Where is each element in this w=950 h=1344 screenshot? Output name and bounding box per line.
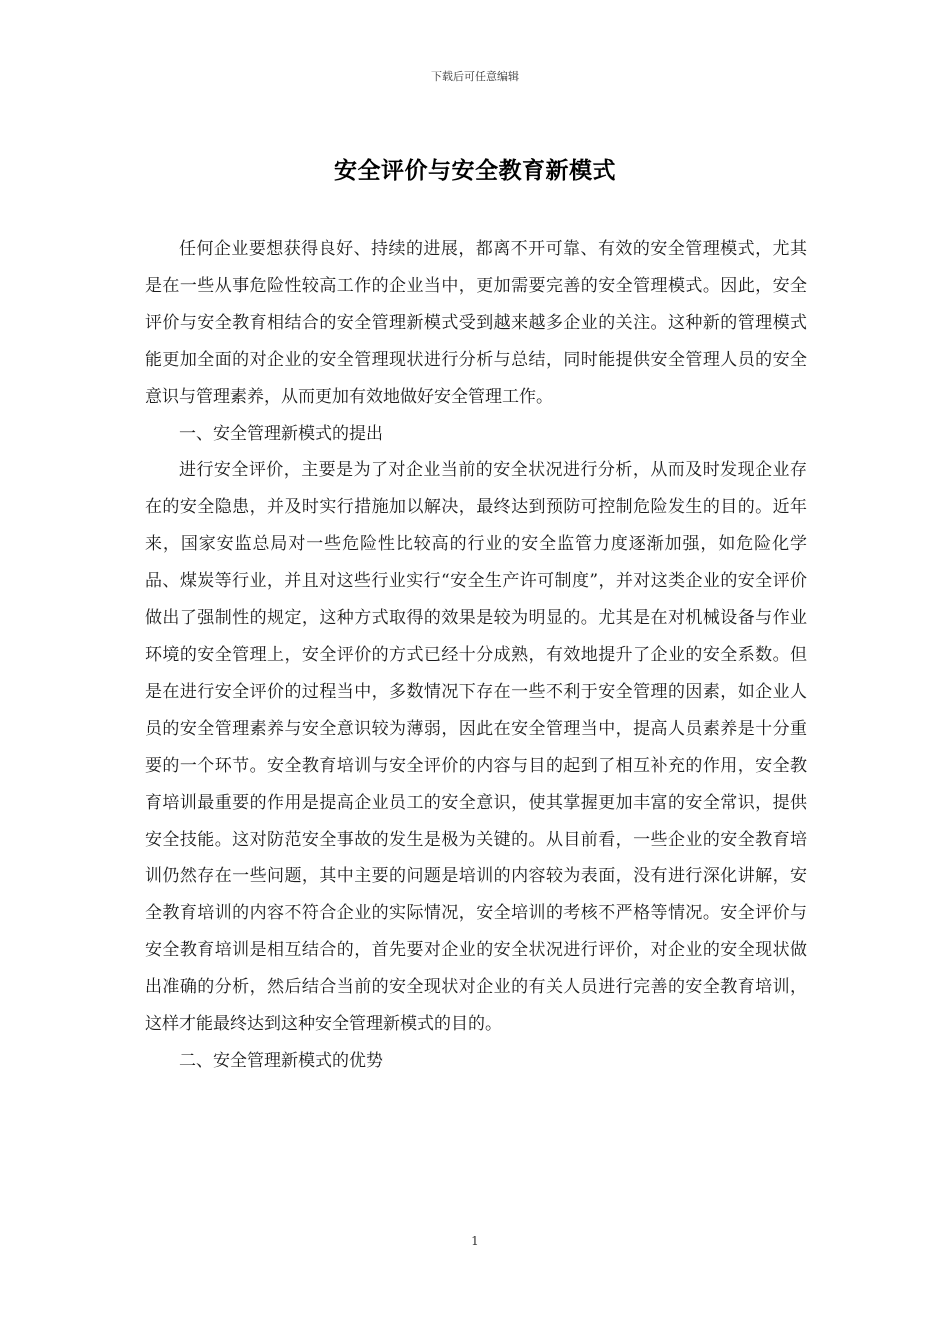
section-heading-1: 一、安全管理新模式的提出 [179,423,383,444]
page-number: 1 [471,1234,479,1248]
section-heading-2: 二、安全管理新模式的优势 [179,1050,383,1071]
document-title: 安全评价与安全教育新模式 [334,157,616,184]
document-body [145,231,807,1080]
page-header-note: 下载后可任意编辑 [431,70,519,83]
intro-paragraph: 任何企业要想获得良好、持续的进展，都离不开可靠、有效的安全管理模式，尤其是在一些从事危险性较高工作的企业当中，更加需要完善的安全管理模式。因此，安全评价与安全教育相结合的安全管理新模式受到越来越多企业的关注。这种新的管理模式能更加全面的对企业的安全管理现状进行分析与总结，同时能提供安全管理人员的安全意识与管理素养，从而更加有效地做好安全管理工作。 [145,239,807,407]
section-1-paragraph: 进行安全评价，主要是为了对企业当前的安全状况进行分析，从而及时发现企业存在的安全隐患，并及时实行措施加以解决，最终达到预防可控制危险发生的目的。近年来，国家安监总局对一些危险性比较高的行业的安全监管力度逐渐加强，如危险化学品、煤炭等行业，并且对这些行业实行“安全生产许可制度”，并对这类企业的安全评价做出了强制性的规定，这种方式取得的效果是较为明显的。尤其是在对机械设备与作业环境的安全管理上，安全评价的方式已经十分成熟，有效地提升了企业的安全系数。但是在进行安全评价的过程当中，多数情况下存在一些不利于安全管理的因素，如企业人员的安全管理素养与安全意识较为薄弱，因此在安全管理当中，提高人员素养是十分重要的一个环节。安全教育培训与安全评价的内容与目的起到了相互补充的作用，安全教育培训最重要的作用是提高企业员工的安全意识，使其掌握更加丰富的安全常识，提供安全技能。这对防范安全事故的发生是极为关键的。从目前看，一些企业的安全教育培训仍然存在一些问题，其中主要的问题是培训的内容较为表面，没有进行深化讲解，安全教育培训的内容不符合企业的实际情况，安全培训的考核不严格等情况。安全评价与安全教育培训是相互结合的，首先要对企业的安全状况进行评价，对企业的安全现状做出准确的分析，然后结合当前的安全现状对企业的有关人员进行完善的安全教育培训，这样才能最终达到这种安全管理新模式的目的。 [145,460,807,1035]
